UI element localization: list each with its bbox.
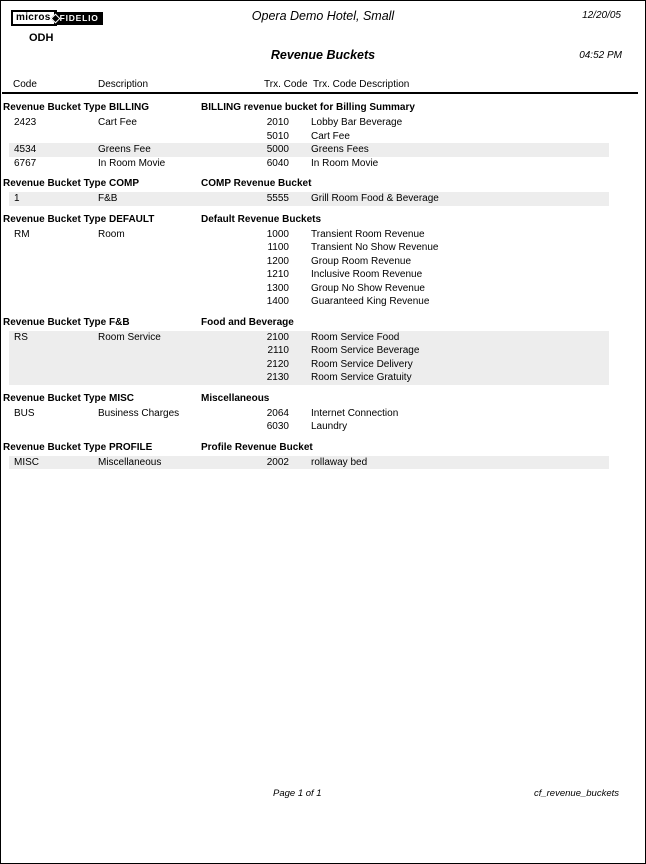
bucket-type-code: PROFILE	[109, 441, 153, 453]
table-row	[9, 282, 609, 296]
bucket-description-cell: Miscellaneous	[98, 456, 162, 468]
bucket-code-cell	[14, 282, 98, 296]
report-header	[1, 1, 645, 94]
trx-description-cell: Room Service Food	[311, 331, 400, 343]
table-row	[9, 157, 609, 171]
trx-description-cell: Lobby Bar Beverage	[311, 117, 403, 128]
section-label: Revenue Bucket Type	[3, 441, 107, 453]
section-label: Revenue Bucket Type	[3, 102, 107, 113]
table-row	[9, 130, 609, 144]
trx-description-cell: Greens Fees	[311, 144, 369, 155]
bucket-type-description: Miscellaneous	[201, 392, 270, 404]
bucket-description-cell	[98, 241, 211, 255]
bucket-code-cell	[14, 295, 98, 309]
trx-code-cell: 2010	[266, 117, 289, 128]
trx-code-cell: 1300	[266, 282, 289, 294]
table-row	[9, 241, 609, 255]
column-header-trx-code-description: Trx. Code Description	[313, 79, 410, 90]
bucket-code-cell: RS	[14, 331, 28, 343]
bucket-type-code: F&B	[109, 316, 130, 328]
bucket-code-cell: 4534	[14, 144, 37, 155]
trx-code-cell: 6030	[266, 421, 289, 432]
trx-description-cell: Internet Connection	[311, 407, 399, 419]
report-body	[1, 94, 645, 469]
table-row	[9, 192, 609, 206]
trx-code-cell: 1000	[266, 228, 289, 240]
trx-code-cell: 5000	[266, 144, 289, 155]
section-label: Revenue Bucket Type	[3, 392, 107, 404]
report-footer	[1, 788, 645, 802]
trx-description-cell: Group No Show Revenue	[311, 282, 425, 294]
bucket-description-cell: Cart Fee	[98, 117, 137, 128]
revenue-bucket-section	[1, 391, 645, 434]
column-header-description: Description	[98, 79, 149, 90]
revenue-bucket-section	[1, 176, 645, 206]
bucket-description-cell: Business Charges	[98, 407, 180, 419]
trx-description-cell: Transient Room Revenue	[311, 228, 425, 240]
bucket-description-cell	[98, 255, 211, 269]
bucket-code-cell	[14, 371, 98, 385]
column-header-code: Code	[13, 79, 37, 90]
table-row	[9, 358, 609, 372]
report-date: 12/20/05	[582, 10, 621, 21]
trx-code-cell: 1200	[266, 255, 289, 267]
bucket-code-cell: 1	[14, 193, 20, 204]
bucket-type-description: Default Revenue Buckets	[201, 213, 322, 225]
trx-description-cell: Grill Room Food & Beverage	[311, 193, 439, 204]
revenue-bucket-section	[1, 315, 645, 385]
section-header	[1, 315, 645, 331]
bucket-description-cell: Greens Fee	[98, 144, 151, 155]
revenue-bucket-section	[1, 440, 645, 470]
table-row	[9, 456, 609, 470]
bucket-description-cell	[98, 420, 211, 434]
bucket-type-description: Food and Beverage	[201, 316, 294, 328]
trx-description-cell: Guaranteed King Revenue	[311, 296, 430, 307]
hotel-name: Opera Demo Hotel, Small	[251, 9, 395, 23]
bucket-description-cell	[98, 268, 211, 282]
bucket-description-cell: Room Service	[98, 331, 161, 343]
trx-code-cell: 5555	[266, 193, 289, 204]
trx-description-cell: Room Service Beverage	[311, 345, 420, 356]
report-time: 04:52 PM	[579, 50, 622, 61]
bucket-type-code: BILLING	[109, 102, 149, 113]
bucket-description-cell	[98, 295, 211, 309]
bucket-code-cell	[14, 358, 98, 372]
trx-code-cell: 5010	[266, 130, 289, 142]
table-row	[9, 255, 609, 269]
table-row	[9, 228, 609, 242]
bucket-code-cell: RM	[14, 228, 30, 240]
bucket-description-cell	[98, 371, 211, 385]
table-row	[9, 331, 609, 345]
bucket-description-cell	[98, 282, 211, 296]
column-header-trx-code: Trx. Code	[264, 79, 308, 90]
trx-code-cell: 1400	[266, 296, 289, 307]
section-header	[1, 100, 645, 116]
bucket-type-description: COMP Revenue Bucket	[201, 178, 312, 189]
bucket-code-cell: 2423	[14, 117, 37, 128]
section-label: Revenue Bucket Type	[3, 316, 107, 328]
table-row	[9, 420, 609, 434]
section-header	[1, 440, 645, 456]
revenue-bucket-section	[1, 100, 645, 170]
table-row	[9, 268, 609, 282]
page-info: Page 1 of 1	[273, 788, 322, 799]
table-row	[9, 371, 609, 385]
micros-logo-text: micros	[11, 10, 57, 26]
trx-code-cell: 2100	[266, 331, 289, 343]
bucket-code-cell: 6767	[14, 157, 37, 169]
trx-code-cell: 2130	[266, 372, 289, 383]
trx-description-cell: In Room Movie	[311, 157, 379, 169]
trx-code-cell: 1210	[266, 269, 289, 280]
section-header	[1, 391, 645, 407]
trx-code-cell: 6040	[266, 157, 289, 169]
bucket-type-code: DEFAULT	[109, 213, 155, 225]
trx-description-cell: rollaway bed	[311, 456, 368, 468]
trx-code-cell: 2120	[266, 358, 289, 370]
revenue-bucket-section	[1, 212, 645, 309]
section-label: Revenue Bucket Type	[3, 178, 107, 189]
table-row	[9, 344, 609, 358]
trx-code-cell: 2064	[266, 407, 289, 419]
table-row	[9, 295, 609, 309]
trx-description-cell: Laundry	[311, 421, 348, 432]
bucket-description-cell: F&B	[98, 193, 118, 204]
report-title: Revenue Buckets	[270, 48, 376, 62]
bucket-description-cell: Room	[98, 228, 125, 240]
bucket-description-cell	[98, 130, 211, 144]
trx-description-cell: Group Room Revenue	[311, 255, 412, 267]
section-label: Revenue Bucket Type	[3, 213, 107, 225]
fidelio-logo-text: FIDELIO	[54, 12, 103, 25]
bucket-description-cell	[98, 344, 211, 358]
section-header	[1, 176, 645, 192]
trx-description-cell: Transient No Show Revenue	[311, 242, 439, 253]
trx-code-cell: 2002	[266, 456, 289, 468]
section-header	[1, 212, 645, 228]
table-row	[9, 116, 609, 130]
table-row	[9, 407, 609, 421]
table-row	[9, 143, 609, 157]
column-headers	[1, 79, 645, 91]
bucket-type-code: MISC	[109, 392, 134, 404]
bucket-type-description: Profile Revenue Bucket	[201, 441, 313, 453]
bucket-code-cell	[14, 344, 98, 358]
trx-description-cell: Cart Fee	[311, 130, 350, 142]
bucket-type-description: BILLING revenue bucket for Billing Summary	[201, 102, 415, 113]
bucket-code-cell	[14, 255, 98, 269]
bucket-description-cell: In Room Movie	[98, 157, 166, 169]
bucket-code-cell	[14, 420, 98, 434]
bucket-code-cell	[14, 130, 98, 144]
bucket-type-code: COMP	[109, 178, 139, 189]
bucket-code-cell: BUS	[14, 407, 35, 419]
property-code: ODH	[29, 32, 54, 44]
trx-description-cell: Inclusive Room Revenue	[311, 269, 423, 280]
bucket-code-cell: MISC	[14, 456, 39, 468]
report-file-name: cf_revenue_buckets	[533, 788, 619, 799]
trx-description-cell: Room Service Gratuity	[311, 372, 412, 383]
bucket-code-cell	[14, 268, 98, 282]
bucket-description-cell	[98, 358, 211, 372]
bucket-code-cell	[14, 241, 98, 255]
trx-code-cell: 1100	[267, 242, 289, 253]
trx-code-cell: 2110	[267, 345, 289, 356]
trx-description-cell: Room Service Delivery	[311, 358, 413, 370]
